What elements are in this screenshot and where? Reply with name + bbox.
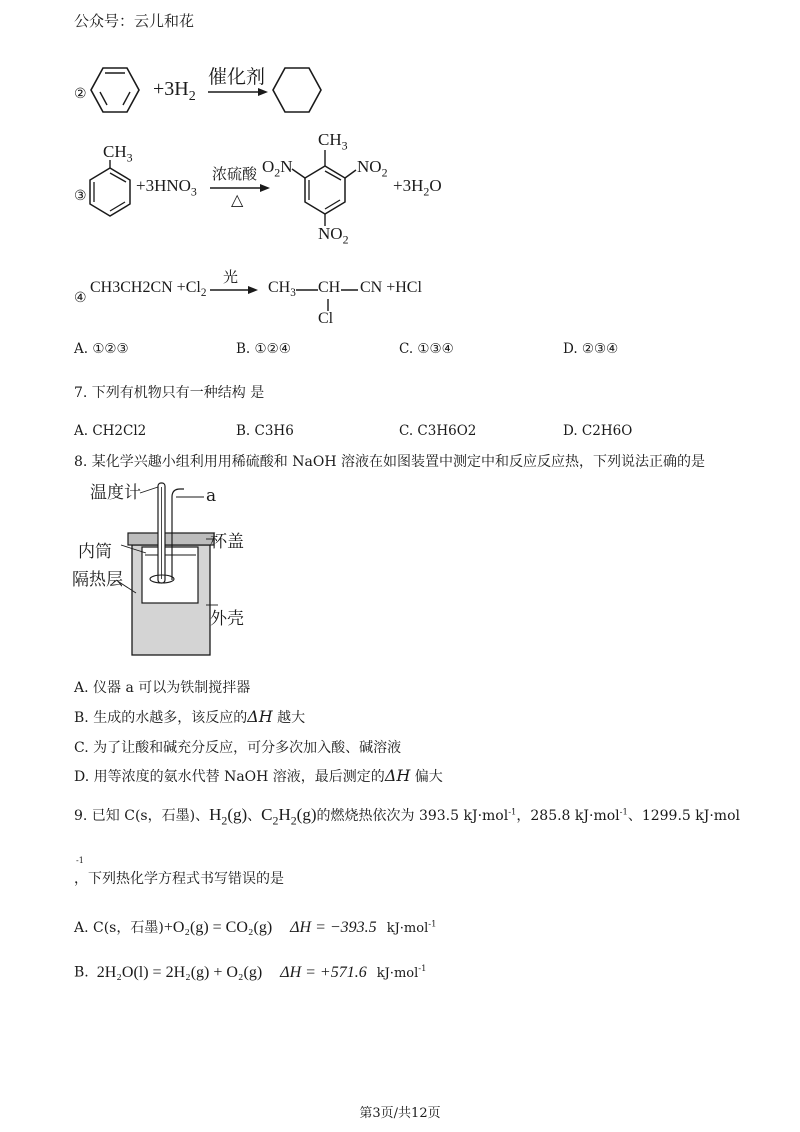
q8-stem: 8. 某化学兴趣小组利用用稀硫酸和 NaOH 溶液在如图装置中测定中和反应反应热，下列说法正确的是: [74, 454, 705, 470]
q7-option-a: A. CH2Cl2: [74, 423, 147, 439]
reaction4-product-cl: Cl: [318, 310, 334, 327]
q7-stem: 7. 下列有机物只有一种结构 是: [74, 385, 265, 401]
label-lid: 杯盖: [210, 532, 244, 552]
q6-option-c: C. ①③④: [399, 341, 454, 357]
q9-option-b: B. 2H₂O(l) = 2H₂(g) + O₂(g) ΔH = +571.6 kJ·mol$^{-1}$: [74, 963, 427, 981]
label-a: a: [206, 486, 217, 506]
q8-option-c: C. 为了让酸和碱充分反应，可分多次加入酸、碱溶液: [74, 740, 402, 756]
header-account: 公众号：云儿和花: [74, 12, 195, 30]
reaction2-reagent: $+3H_2$: [153, 78, 196, 104]
q7-option-c: C. C3H6O2: [399, 423, 477, 439]
label-shell: 外壳: [210, 609, 244, 629]
benzene-ring-icon: [90, 66, 140, 114]
reaction4-condition: 光: [223, 268, 239, 286]
reaction3-condition-bottom: △: [231, 190, 244, 209]
q6-option-d: D. ②③④: [563, 341, 619, 357]
reaction3-number: ③: [74, 189, 87, 204]
q9-option-a: A. C(s，石墨)+O₂(g) = CO₂(g) ΔH = −393.5 kJ·mol$^{-1}$: [74, 918, 437, 936]
cyclohexane-ring-icon: [272, 66, 322, 114]
reaction2-number: ②: [74, 87, 87, 102]
reaction3-byproduct: $+3H_2O$: [393, 176, 442, 199]
reaction2-arrow-icon: [208, 87, 268, 97]
reaction3-reagent: $+3HNO_3$: [136, 176, 197, 199]
q8-option-b: B. 生成的水越多，该反应的ΔH 越大: [74, 707, 306, 726]
q6-option-a: A. ①②③: [74, 341, 129, 357]
toluene-methyl: $CH_3$: [103, 142, 133, 165]
tnt-no2-left: $O_2N$: [262, 157, 293, 180]
reaction2-condition: 催化剂: [208, 66, 266, 88]
reaction4-reactant: $CH3CH2CN +Cl_2$: [90, 279, 207, 300]
tnt-no2-right: $NO_2$: [357, 157, 388, 180]
q7-option-d: D. C2H6O: [563, 423, 633, 439]
page-number: 第3页/共12页: [359, 1106, 441, 1121]
q9-stem-sup: -1: [76, 856, 84, 865]
q6-option-b: B. ①②④: [236, 341, 291, 357]
label-thermometer: 温度计: [90, 483, 141, 503]
reaction4-product-tail: CN +HCl: [360, 279, 422, 296]
q7-option-b: B. C3H6: [236, 423, 294, 439]
reaction3-condition-top: 浓硫酸: [212, 165, 258, 183]
reaction4-product-ch: CH: [318, 279, 341, 296]
q8-option-d: D. 用等浓度的氨水代替 NaOH 溶液，最后测定的ΔH 偏大: [74, 766, 443, 785]
reaction4-product-ch3: $CH_3$: [268, 279, 296, 300]
tnt-ring-icon: [290, 150, 360, 230]
label-insulation: 隔热层: [72, 570, 123, 590]
tnt-no2-bottom: $NO_2$: [318, 224, 349, 247]
tnt-methyl: $CH_3$: [318, 130, 348, 153]
q9-stem-continued: ，下列热化学方程式书写错误的是: [74, 871, 284, 887]
q8-option-a: A. 仪器 a 可以为铁制搅拌器: [74, 680, 251, 696]
toluene-ring-icon: [88, 160, 132, 216]
label-inner-cylinder: 内筒: [78, 542, 112, 562]
q9-stem: 9. 已知 C(s，石墨)、$H_2(g)$、$C_2H_2(g)$的燃烧热依次为 393.5 kJ·mol$^{-1}$，285.8 kJ·mol$^{-1}$、1299.5 kJ·mol: [74, 805, 740, 828]
reaction4-number: ④: [74, 291, 87, 306]
reaction4-arrow-icon: [210, 285, 258, 295]
